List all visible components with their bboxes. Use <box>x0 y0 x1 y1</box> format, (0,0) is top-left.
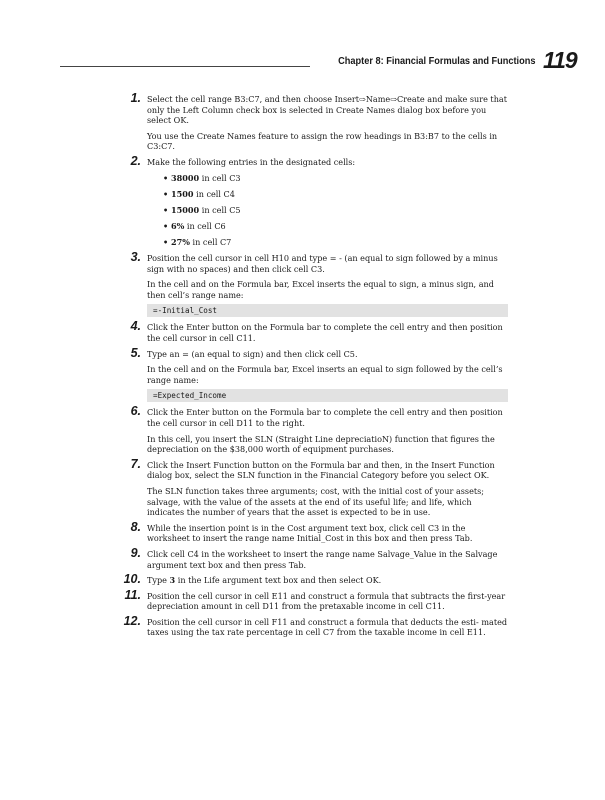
step-text <box>147 575 508 586</box>
step-text: Position the cell cursor in cell E11 and construct a formula that subtracts the first-year depreciation amount in cell D11 from the pretaxable income in cell C11. <box>147 590 506 612</box>
step-number: 1. <box>130 91 141 105</box>
step-number: 4. <box>130 319 141 334</box>
step-3 <box>108 250 508 317</box>
entry-value: 6% <box>171 220 185 231</box>
step-number: 12. <box>123 613 141 628</box>
step-number: 3. <box>130 250 141 265</box>
step-text: Make the following entries in the designated cells: <box>147 156 356 167</box>
step-text: Click the Enter button on the Formula bar to complete the cell entry and then position the cell cursor in cell C11. <box>147 322 503 343</box>
step-number: 8. <box>130 519 141 534</box>
list-item <box>163 221 508 232</box>
step-10 <box>108 572 508 587</box>
step-text: Click the Enter button on the Formula bar to complete the cell entry and then position the cell cursor in cell D11 to the right. <box>147 407 503 428</box>
step-text: Click the Insert Function button on the Formula bar and then, in the Insert Function dialog box, select the SLN function in the Financial Category before you select OK. <box>147 459 495 481</box>
step-note: The SLN function takes three arguments; cost, with the initial cost of your assets; salvage, with the value of the assets at the end of its useful life; and life, which indicates the number of years that the asset is expected to be in use. <box>147 485 484 518</box>
step-text: Select the cell range B3:C7, and then choose Insert⇨Name⇨Create and make sure that only the Left Column check box is selected in Create Names dialog box before you select OK. <box>147 94 507 126</box>
steps-list <box>108 91 508 643</box>
step-number: 5. <box>130 345 141 360</box>
step-number: 10. <box>123 572 141 587</box>
bullet-icon: • <box>163 172 169 183</box>
step-9 <box>108 545 508 570</box>
entry-cell: in cell C6 <box>184 220 226 231</box>
entry-value: 38000 <box>171 172 200 183</box>
bullet-icon: • <box>163 236 169 247</box>
entry-cell: in cell C7 <box>189 236 232 247</box>
step-5 <box>108 345 508 403</box>
bullet-icon: • <box>163 204 169 215</box>
step-8 <box>108 519 508 544</box>
step-2 <box>108 153 508 248</box>
bullet-icon: • <box>163 188 169 199</box>
step-12 <box>108 613 508 638</box>
entry-cell: in cell C4 <box>193 188 235 199</box>
step-text: Position the cell cursor in cell H10 and type = - (an equal to sign followed by a minus sign with no spaces) and then click cell C3. <box>147 253 498 274</box>
step-text-value: 3 <box>169 575 176 586</box>
step-text-post: in the Life argument text box and then select OK. <box>175 575 382 586</box>
entry-value: 27% <box>171 236 190 247</box>
step-4 <box>108 319 508 343</box>
step-number: 7. <box>130 456 141 471</box>
page-number: 119 <box>543 47 577 73</box>
step-text: While the insertion point is in the Cost argument text box, click cell C3 in the worksheet to insert the range name Initial_Cost in this box and then press Tab. <box>147 522 473 544</box>
list-item <box>163 237 508 248</box>
entry-value: 1500 <box>171 188 194 199</box>
step-number: 6. <box>130 404 141 419</box>
formula-code: =-Initial_Cost <box>147 304 508 317</box>
list-item <box>163 189 508 200</box>
step-6 <box>108 404 508 455</box>
step-note: In the cell and on the Formula bar, Excel inserts an equal to sign followed by the cell’s range name: <box>147 364 503 385</box>
step-number: 2. <box>130 153 141 168</box>
formula-code: =Expected_Income <box>147 389 508 402</box>
entry-cell: in cell C3 <box>199 172 241 183</box>
step-number: 11. <box>124 587 141 602</box>
bullet-icon: • <box>163 220 169 231</box>
step-11 <box>108 587 508 612</box>
entry-value: 15000 <box>171 204 200 215</box>
step-text-pre: Type <box>147 575 170 586</box>
step-number: 9. <box>130 545 141 560</box>
entry-cell: in cell C5 <box>199 204 241 215</box>
step-1 <box>108 91 508 152</box>
step-text: Position the cell cursor in cell F11 and construct a formula that deducts the esti- mated taxes using the tax rate percentage in cell C7 from the taxable income in cell E11. <box>147 616 508 638</box>
step-note: In the cell and on the Formula bar, Excel inserts the equal to sign, a minus sign, and then cell’s range name: <box>147 279 494 300</box>
chapter-title: Chapter 8: Financial Formulas and Functions <box>337 56 535 67</box>
list-item <box>163 205 508 216</box>
step-text: Click cell C4 in the worksheet to insert the range name Salvage_Value in the Salvage argument text box and then press Tab. <box>147 548 498 570</box>
header-rule <box>60 66 310 67</box>
step-note: You use the Create Names feature to assign the row headings in B3:B7 to the cells in C3:C7. <box>147 130 498 152</box>
step-note: In this cell, you insert the SLN (Straight Line depreciatioN) function that figures the depreciation on the $38,000 worth of equipment purchases. <box>147 433 495 455</box>
step-text: Type an = (an equal to sign) and then click cell C5. <box>147 348 358 359</box>
entry-list <box>147 173 508 248</box>
step-7 <box>108 456 508 518</box>
list-item <box>163 173 508 184</box>
